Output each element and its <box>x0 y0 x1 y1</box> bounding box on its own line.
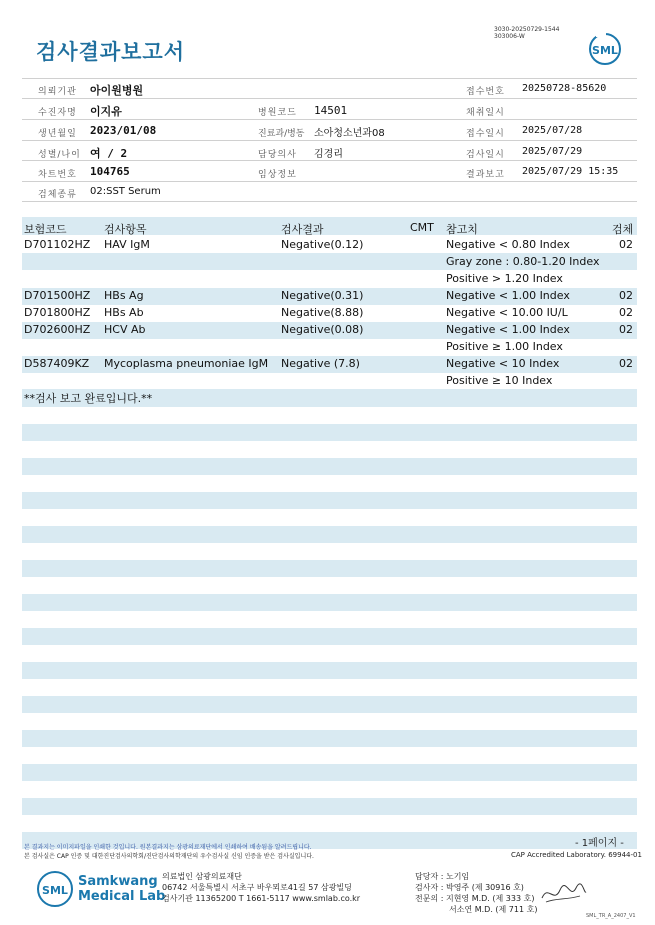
divider <box>22 98 637 99</box>
signatories <box>415 871 537 915</box>
signature-icon <box>540 880 588 906</box>
divider <box>22 140 637 141</box>
clinical-label: 임상정보 <box>258 170 297 180</box>
dob-value: 2023/01/08 <box>90 124 157 137</box>
divider <box>22 119 637 120</box>
table-stripe <box>22 628 637 645</box>
patient-value: 이지유 <box>90 105 122 118</box>
header-code-1: 3030-20250729-1544 <box>494 26 560 33</box>
hospital-code-label: 병원코드 <box>258 108 297 118</box>
cell-result: Negative (7.8) <box>281 357 360 370</box>
document-id: SML_TR_A_2407_V1 <box>586 913 636 919</box>
header-codes <box>494 26 559 40</box>
cell-result: Negative(0.12) <box>281 238 364 251</box>
test-date-value: 2025/07/29 <box>522 146 583 157</box>
cell-specimen: 02 <box>619 289 633 302</box>
org-street-address: 06742 서울특별시 서초구 바우뫼로41길 57 삼광빌딩 <box>162 883 352 892</box>
org-legal-name: 의료법인 삼광의료재단 <box>162 872 242 881</box>
org-name-line1: Samkwang <box>78 874 158 889</box>
receipt-no-label: 접수번호 <box>466 87 505 97</box>
table-stripe <box>22 526 637 543</box>
divider <box>22 201 637 202</box>
table-stripe <box>22 662 637 679</box>
chart-label: 차트번호 <box>38 170 77 180</box>
table-stripe <box>22 594 637 611</box>
divider <box>22 78 637 79</box>
cell-item: Mycoplasma pneumoniae IgM <box>104 357 269 370</box>
footer-note-cap: 본 검사실은 CAP 인증 및 대한진단검사의학회/진단검사의학재단의 우수검사실 신임 인증을 받은 검사실입니다. <box>24 853 314 860</box>
page-number: - 1페이지 - <box>575 838 624 849</box>
col-ref-header: 참고치 <box>446 223 478 236</box>
org-name <box>78 874 165 904</box>
footer-note-image: 본 결과지는 이미지파일을 인쇄한 것입니다. 원본결과지는 삼광의료재단에서 인쇄하여 배송됨을 알려드립니다. <box>24 844 312 851</box>
cell-reference: Positive ≥ 1.00 Index <box>446 340 563 353</box>
cell-code: **검사 보고 완료입니다.** <box>24 392 153 405</box>
table-stripe <box>22 424 637 441</box>
org-contact: 검사기관 11365200 T 1661-5117 www.smlab.co.kr <box>162 894 361 903</box>
dept-label: 진료과/병동 <box>258 129 305 139</box>
cell-reference: Negative < 10.00 IU/L <box>446 306 568 319</box>
signatory-specialist-2: 서소연 M.D. (제 711 호) <box>449 905 538 914</box>
cell-reference: Positive ≥ 10 Index <box>446 374 553 387</box>
receipt-no-value: 20250728-85620 <box>522 83 607 94</box>
cell-item: HBs Ab <box>104 306 144 319</box>
hospital-value: 아이원병원 <box>90 84 144 97</box>
receipt-date-label: 접수일시 <box>466 129 505 139</box>
cell-reference: Negative < 0.80 Index <box>446 238 570 251</box>
dept-value: 소아청소년과08 <box>314 128 385 139</box>
org-address <box>162 871 360 904</box>
cell-code: D701102HZ <box>24 238 91 251</box>
table-stripe <box>22 458 637 475</box>
org-name-line2: Medical Lab <box>78 889 166 904</box>
col-specimen-header: 검체 <box>612 223 634 236</box>
report-title: 검사결과보고서 <box>36 40 186 64</box>
cell-reference: Gray zone : 0.80-1.20 Index <box>446 255 600 268</box>
cap-accreditation: CAP Accredited Laboratory. 69944-01 <box>511 851 642 859</box>
hospital-label: 의뢰기관 <box>38 87 77 97</box>
col-code-header: 보험코드 <box>24 223 67 236</box>
table-stripe <box>22 764 637 781</box>
collect-date-label: 채취일시 <box>466 108 505 118</box>
cell-reference: Negative < 1.00 Index <box>446 289 570 302</box>
table-stripe <box>22 730 637 747</box>
signatory-tester: 검사자 : 박영주 (제 30916 호) <box>415 883 524 892</box>
chart-value: 104765 <box>90 165 130 178</box>
divider <box>22 181 637 182</box>
report-date-value: 2025/07/29 15:35 <box>522 166 619 177</box>
sex-age-value: 여 / 2 <box>90 147 128 160</box>
header-code-2: 303006-W <box>494 33 525 40</box>
cell-item: HAV IgM <box>104 238 150 251</box>
sex-age-label: 성별/나이 <box>38 150 81 160</box>
cell-specimen: 02 <box>619 323 633 336</box>
patient-label: 수진자명 <box>38 108 77 118</box>
cell-reference: Negative < 1.00 Index <box>446 323 570 336</box>
cell-result: Negative(0.08) <box>281 323 364 336</box>
cell-code: D701500HZ <box>24 289 91 302</box>
specimen-value: 02:SST Serum <box>90 186 161 197</box>
hospital-code-value: 14501 <box>314 104 348 117</box>
doctor-label: 담당의사 <box>258 150 297 160</box>
table-stripe <box>22 798 637 815</box>
col-item-header: 검사항목 <box>104 223 147 236</box>
col-result-header: 검사결과 <box>281 223 324 236</box>
table-stripe <box>22 696 637 713</box>
cell-result: Negative(0.31) <box>281 289 364 302</box>
cell-reference: Negative < 10 Index <box>446 357 560 370</box>
cell-item: HCV Ab <box>104 323 146 336</box>
signatory-specialist-1: 전문의 : 지현영 M.D. (제 333 호) <box>415 894 535 903</box>
signatory-manager: 담당자 : 노기임 <box>415 872 470 881</box>
sml-footer-logo-icon: SML <box>37 871 73 907</box>
cell-specimen: 02 <box>619 357 633 370</box>
table-stripe <box>22 492 637 509</box>
cell-result: Negative(8.88) <box>281 306 364 319</box>
doctor-value: 김경리 <box>314 149 343 160</box>
table-stripe <box>22 560 637 577</box>
cell-code: D702600HZ <box>24 323 91 336</box>
cell-code: D701800HZ <box>24 306 91 319</box>
test-date-label: 검사일시 <box>466 150 505 160</box>
report-date-label: 결과보고 <box>466 170 505 180</box>
sml-logo: SML <box>589 33 621 65</box>
receipt-date-value: 2025/07/28 <box>522 125 583 136</box>
col-cmt-header: CMT <box>410 221 434 234</box>
specimen-label: 검체종류 <box>38 190 77 200</box>
cell-specimen: 02 <box>619 306 633 319</box>
cell-specimen: 02 <box>619 238 633 251</box>
dob-label: 생년월일 <box>38 129 77 139</box>
cell-item: HBs Ag <box>104 289 144 302</box>
cell-code: D587409KZ <box>24 357 90 370</box>
cell-reference: Positive > 1.20 Index <box>446 272 563 285</box>
